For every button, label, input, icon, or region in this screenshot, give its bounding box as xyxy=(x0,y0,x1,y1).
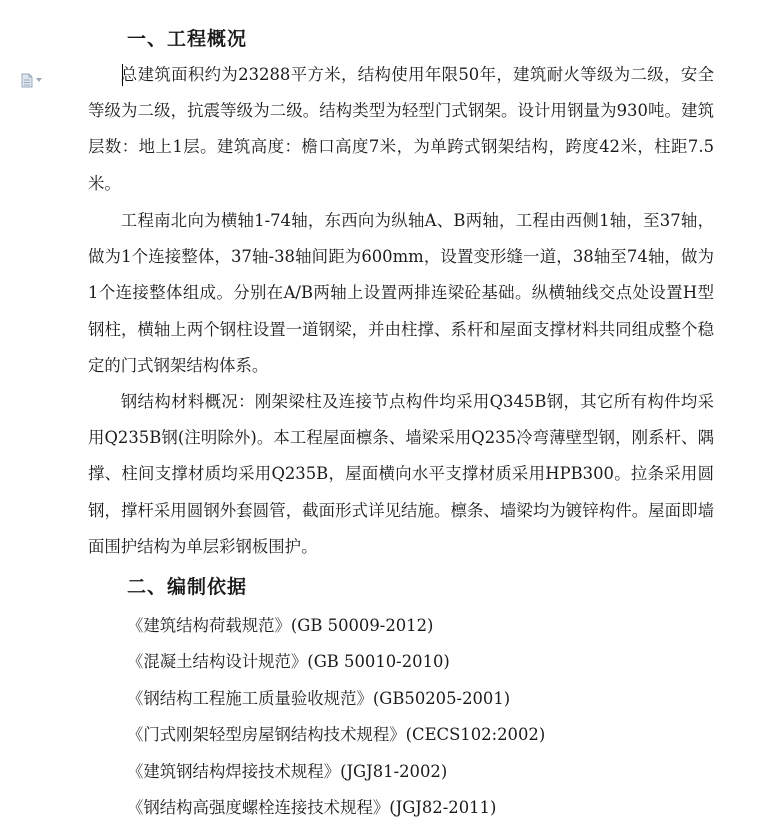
reference-item[interactable]: 《钢结构高强度螺栓连接技术规程》(JGJ82-2011) xyxy=(127,798,497,818)
paragraph-overview-3[interactable]: 钢结构材料概况：刚架梁柱及连接节点构件均采用Q345B钢，其它所有构件均采用Q235B钢(注明除外)。本工程屋面檩条、墙梁采用Q235冷弯薄壁型钢，刚系杆、隅撑、柱间支撑材质均采用Q235B，屋面横向水平支撑材质采用HPB300。拉条采用圆钢，撑杆采用圆钢外套圆管，截面形式详见结施。檩条、墙梁均为镀锌构件。屋面即墙面围护结构为单层彩钢板围护。 xyxy=(88,392,714,556)
section-heading-overview: 一、工程概况 xyxy=(127,28,248,50)
document-icon xyxy=(21,73,33,88)
section-heading-basis: 二、编制依据 xyxy=(127,576,248,598)
reference-list xyxy=(127,608,545,826)
reference-item[interactable]: 《混凝土结构设计规范》(GB 50010-2010) xyxy=(127,652,450,672)
paragraph-options-button[interactable] xyxy=(21,72,51,88)
reference-item[interactable]: 《门式刚架轻型房屋钢结构技术规程》(CECS102:2002) xyxy=(127,725,546,745)
reference-item[interactable]: 《钢结构工程施工质量验收规范》(GB50205-2001) xyxy=(127,688,511,708)
paragraph-overview-1[interactable]: 总建筑面积约为23288平方米，结构使用年限50年，建筑耐火等级为二级，安全等级为二级，抗震等级为二级。结构类型为轻型门式钢架。设计用钢量为930吨。建筑层数：地上1层。建筑高度：檐口高度7米，为单跨式钢架结构，跨度42米，柱距7.5米。 xyxy=(88,65,714,193)
chevron-down-icon xyxy=(36,78,42,82)
paragraph-overview-2[interactable]: 工程南北向为横轴1-74轴，东西向为纵轴A、B两轴，工程由西侧1轴，至37轴，做为1个连接整体，37轴-38轴间距为600mm，设置变形缝一道，38轴至74轴，做为1个连接整体组成。分别在A/B两轴上设置两排连梁砼基础。纵横轴线交点处设置H型钢柱，横轴上两个钢柱设置一道钢梁，并由柱撑、系杆和屋面支撑材料共同组成整个稳定的门式钢架结构体系。 xyxy=(88,211,714,375)
reference-item[interactable]: 《建筑钢结构焊接技术规程》(JGJ81-2002) xyxy=(127,761,448,781)
reference-item[interactable]: 《建筑结构荷载规范》(GB 50009-2012) xyxy=(127,616,434,635)
